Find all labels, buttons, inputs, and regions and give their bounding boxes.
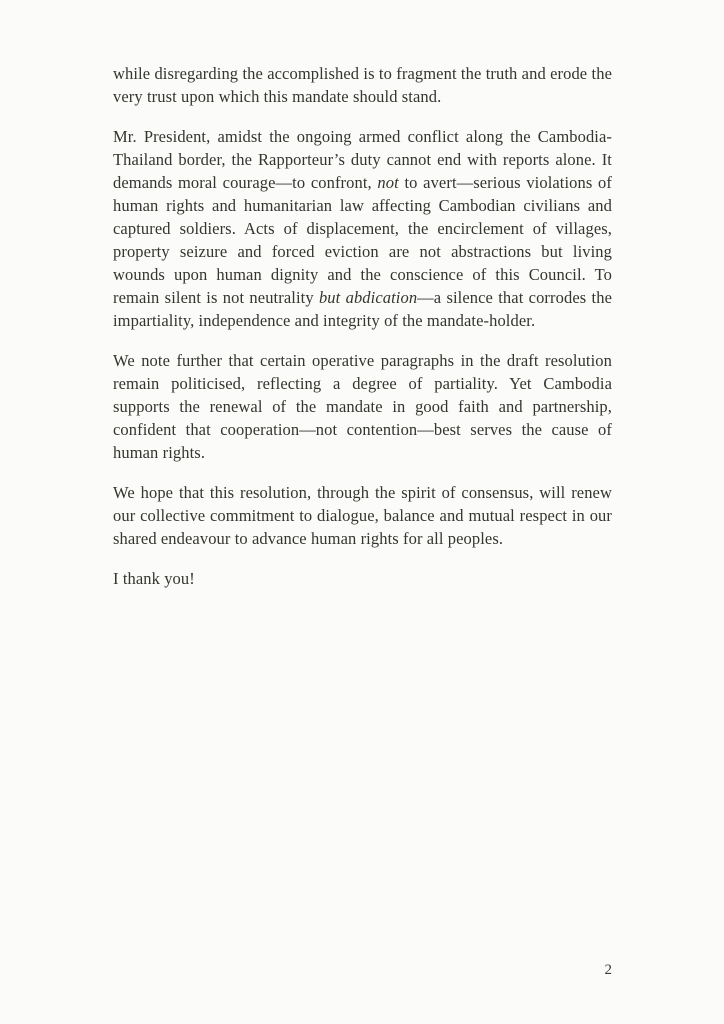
paragraph-2 [113, 125, 612, 332]
text-run: while disregarding the accomplished is to fragment the truth and erode the very trust upon which this mandate should stand. [113, 64, 612, 106]
paragraph-4 [113, 481, 612, 550]
text-run: —a silence that corrodes the impartiality, independence and integrity of the mandate-holder. [113, 288, 612, 330]
text-run: I thank you! [113, 569, 195, 588]
text-run-italic: but abdication [318, 288, 418, 307]
text-run: We hope that this resolution, through the spirit of consensus, will renew our collective commitment to dialogue, balance and mutual respect in our shared endeavour to advance human rights for all peoples. [113, 483, 612, 548]
page-number: 2 [604, 962, 612, 978]
paragraph-3 [113, 349, 612, 464]
text-run: to avert—serious violations of human rights and humanitarian law affecting Cambodian civilians and captured soldiers. Acts of displacement, the encirclement of villages, property seizure and forced eviction are not abstractions but living wounds upon human dignity and the conscience of this Council. To remain silent is not neutrality [113, 173, 612, 307]
body-text [113, 62, 612, 590]
text-run: We note further that certain operative paragraphs in the draft resolution remain politicised, reflecting a degree of partiality. Yet Cambodia supports the renewal of the mandate in good faith and partnership, confident that cooperation—not contention—best serves the cause of human rights. [113, 351, 612, 462]
text-run-italic: not [377, 173, 399, 192]
paragraph-closing [113, 567, 612, 590]
paragraph-1 [113, 62, 612, 108]
text-run: Mr. President, amidst the ongoing armed conflict along the Cambodia-Thailand border, the Rapporteur’s duty cannot end with reports alone. It demands moral courage—to confront, [113, 127, 612, 192]
